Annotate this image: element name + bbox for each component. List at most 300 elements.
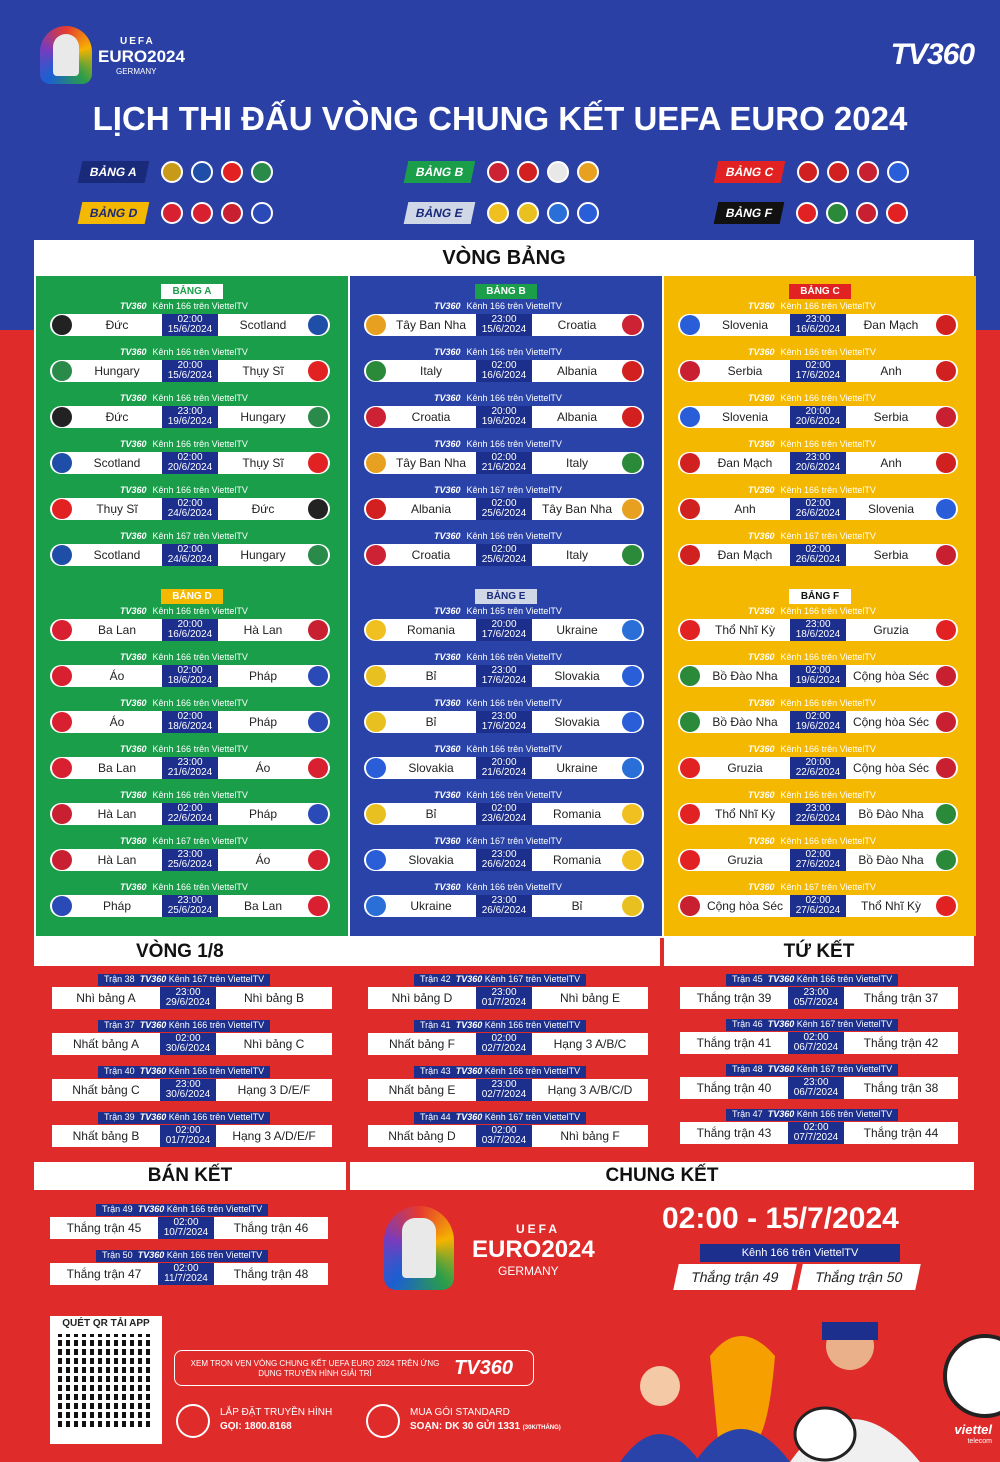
match-hour: 02:00 (803, 1032, 829, 1043)
team-home: Tây Ban Nha (395, 318, 467, 332)
flag-icon (308, 804, 328, 824)
tv360-mini-logo: TV360 (434, 652, 461, 662)
team-home: Bồ Đào Nha (712, 715, 778, 729)
match-time (476, 849, 532, 871)
match-date: 24/6/2024 (167, 508, 213, 519)
tv360-mini-logo: TV360 (120, 744, 147, 754)
team-away: Cộng hòa Séc (852, 669, 930, 683)
match-hour: 23:00 (177, 849, 203, 860)
team-away: Nhì bảng F (560, 1129, 620, 1143)
match-channel: Kênh 166 trên ViettelTV (152, 790, 248, 800)
flag-icon (308, 712, 328, 732)
match-number: Trận 41 (420, 1020, 451, 1030)
tv360-mini-logo: TV360 (748, 347, 775, 357)
flag-icon (622, 407, 642, 427)
team-home: Ba Lan (97, 623, 137, 637)
tv360-mini-logo: TV360 (748, 531, 775, 541)
match-time (476, 803, 532, 825)
tv360-mini-logo: TV360 (139, 1020, 167, 1030)
match-hour: 02:00 (491, 803, 517, 814)
match-row (678, 347, 958, 385)
team-away: Đức (251, 502, 275, 516)
group-tag: BẢNG F (789, 589, 851, 604)
team-home: Anh (734, 502, 756, 516)
flag-icon (52, 453, 72, 473)
match-channel: Kênh 166 trên ViettelTV (780, 744, 876, 754)
team-away: Albania (556, 364, 598, 378)
match-row (364, 531, 644, 569)
flag-icon (680, 545, 700, 565)
match-time (158, 1263, 214, 1285)
logo-country: GERMANY (116, 67, 157, 76)
flag-icon (577, 161, 599, 183)
match-channel: Kênh 166 trên ViettelTV (796, 1109, 893, 1119)
match-row (364, 744, 644, 782)
match-hour: 02:00 (491, 1033, 517, 1044)
match-hour: 02:00 (491, 544, 517, 555)
match-channel: Kênh 166 trên ViettelTV (152, 652, 248, 662)
flag-icon (52, 712, 72, 732)
team-away: Thắng trận 44 (863, 1126, 939, 1140)
knockout-match (52, 1066, 332, 1102)
match-row (50, 652, 330, 690)
match-date: 25/6/2024 (167, 905, 213, 916)
team-away: Albania (556, 410, 598, 424)
final-euro-logo (384, 1206, 624, 1296)
group-tag: BẢNG E (475, 589, 537, 604)
knockout-match (368, 974, 648, 1010)
match-number: Trận 37 (104, 1020, 135, 1030)
match-channel: Kênh 166 trên ViettelTV (466, 744, 562, 754)
flag-icon (936, 407, 956, 427)
match-date: 07/7/2024 (793, 1132, 839, 1143)
team-home: Nhì bảng A (76, 991, 136, 1005)
match-date: 06/7/2024 (793, 1087, 839, 1098)
flag-icon (680, 896, 700, 916)
team-away: Thắng trận 46 (233, 1221, 309, 1235)
final-team-1: Thắng trận 49 (673, 1264, 797, 1290)
match-number: Trận 40 (104, 1066, 135, 1076)
match-time (162, 314, 218, 336)
match-channel: Kênh 165 trên ViettelTV (466, 606, 562, 616)
match-row (364, 790, 644, 828)
promo-banner (174, 1350, 534, 1386)
match-row (50, 606, 330, 644)
match-row (364, 301, 644, 339)
match-row (50, 439, 330, 477)
flag-icon (622, 499, 642, 519)
final-logo-uefa: UEFA (516, 1222, 561, 1236)
tv360-mini-logo: TV360 (137, 1204, 165, 1214)
knockout-match (368, 1112, 648, 1148)
match-row (364, 485, 644, 523)
match-row (50, 393, 330, 431)
match-channel: Kênh 166 trên ViettelTV (466, 301, 562, 311)
flag-icon (161, 161, 183, 183)
match-time (790, 711, 846, 733)
match-channel: Kênh 166 trên ViettelTV (780, 393, 876, 403)
team-away: Italy (565, 456, 588, 470)
flag-icon (366, 545, 386, 565)
match-hour: 02:00 (177, 498, 203, 509)
tv360-mini-logo: TV360 (748, 393, 775, 403)
match-number: Trận 47 (732, 1109, 763, 1119)
flag-icon (366, 712, 386, 732)
trophy-icon (40, 26, 92, 84)
match-time (162, 452, 218, 474)
flag-icon (366, 620, 386, 640)
match-date: 19/6/2024 (795, 675, 841, 686)
team-home: Albania (410, 502, 452, 516)
logo-uefa: UEFA (120, 36, 155, 47)
match-date: 03/7/2024 (481, 1135, 527, 1146)
qr-code-block[interactable] (50, 1316, 162, 1444)
team-home: Nhất bảng B (72, 1129, 140, 1143)
match-channel: Kênh 166 trên ViettelTV (168, 1020, 265, 1030)
tv360-mini-logo: TV360 (434, 301, 461, 311)
match-channel: Kênh 166 trên ViettelTV (780, 790, 876, 800)
quarter-title: TỨ KẾT (664, 938, 974, 966)
tv360-mini-logo: TV360 (434, 882, 461, 892)
team-away: Thắng trận 42 (863, 1036, 939, 1050)
tv360-mini-logo: TV360 (748, 652, 775, 662)
match-time (790, 619, 846, 641)
match-date: 24/6/2024 (167, 554, 213, 565)
flag-icon (308, 361, 328, 381)
team-away: Hạng 3 A/B/C (553, 1037, 627, 1051)
match-channel: Kênh 167 trên ViettelTV (780, 531, 876, 541)
match-time (476, 711, 532, 733)
tv360-mini-logo: TV360 (434, 698, 461, 708)
match-row (678, 301, 958, 339)
team-away: Pháp (248, 715, 278, 729)
match-row (678, 790, 958, 828)
knockout-match (680, 1109, 958, 1145)
tv360-mini-logo: TV360 (137, 1250, 165, 1260)
knockout-match (368, 1066, 648, 1102)
match-date: 16/6/2024 (167, 629, 213, 640)
match-time (788, 1077, 844, 1099)
match-date: 26/6/2024 (481, 905, 527, 916)
match-hour: 23:00 (177, 895, 203, 906)
tv360-mini-logo: TV360 (120, 347, 147, 357)
match-hour: 23:00 (175, 1079, 201, 1090)
match-hour: 02:00 (805, 849, 831, 860)
knockout-match (680, 1064, 958, 1100)
team-away: Ukraine (556, 761, 598, 775)
team-away: Romania (552, 807, 602, 821)
page-title: LỊCH THI ĐẤU VÒNG CHUNG KẾT UEFA EURO 2024 (92, 100, 908, 137)
flag-icon (308, 666, 328, 686)
flag-icon (366, 758, 386, 778)
match-time (162, 544, 218, 566)
team-home: Ba Lan (97, 761, 137, 775)
match-hour: 02:00 (805, 711, 831, 722)
round16-title: VÒNG 1/8 (34, 938, 660, 966)
group-legend-item (406, 160, 607, 184)
flag-icon (366, 315, 386, 335)
flag-icon (622, 315, 642, 335)
knockout-match (680, 1019, 958, 1055)
match-date: 17/6/2024 (795, 370, 841, 381)
match-number: Trận 45 (732, 974, 763, 984)
match-date: 01/7/2024 (481, 997, 527, 1008)
match-date: 16/6/2024 (795, 324, 841, 335)
team-home: Thổ Nhĩ Kỳ (714, 807, 776, 821)
viettel-telecom: telecom (967, 1438, 992, 1445)
match-date: 27/6/2024 (795, 905, 841, 916)
match-row (678, 606, 958, 644)
match-channel: Kênh 166 trên ViettelTV (466, 393, 562, 403)
team-away: Cộng hòa Séc (852, 761, 930, 775)
match-time (476, 360, 532, 382)
match-time (788, 987, 844, 1009)
flag-icon (366, 804, 386, 824)
team-home: Hà Lan (97, 853, 137, 867)
flag-icon (161, 202, 183, 224)
match-hour: 23:00 (805, 452, 831, 463)
tv360-mini-logo: TV360 (748, 836, 775, 846)
tv360-mini-logo: TV360 (120, 882, 147, 892)
flag-icon (680, 712, 700, 732)
flag-icon (52, 407, 72, 427)
knockout-match (50, 1204, 328, 1240)
flag-icon (308, 499, 328, 519)
match-channel: Kênh 167 trên ViettelTV (796, 1064, 893, 1074)
flag-icon (887, 161, 909, 183)
qr-label: QUÉT QR TẢI APP (62, 1318, 150, 1329)
team-home: Đức (105, 318, 129, 332)
knockout-match (680, 974, 958, 1010)
match-time (790, 452, 846, 474)
tv360-mini-logo: TV360 (434, 485, 461, 495)
flag-icon (308, 620, 328, 640)
match-channel: Kênh 166 trên ViettelTV (466, 882, 562, 892)
tv360-mini-logo: TV360 (434, 606, 461, 616)
knockout-match (52, 974, 332, 1010)
match-date: 16/6/2024 (481, 370, 527, 381)
group-legend-item (80, 160, 281, 184)
match-date: 21/6/2024 (481, 767, 527, 778)
tv360-mini-logo: TV360 (434, 393, 461, 403)
viettel-logo: viettel (954, 1422, 992, 1437)
team-away: Slovakia (554, 669, 600, 683)
match-date: 19/6/2024 (481, 416, 527, 427)
tv360-mini-logo: TV360 (748, 744, 775, 754)
tv360-mini-logo: TV360 (767, 1019, 795, 1029)
match-time (476, 498, 532, 520)
tv360-mini-logo: TV360 (434, 836, 461, 846)
qr-code-icon[interactable] (58, 1334, 154, 1430)
team-away: Thụy Sĩ (242, 456, 284, 470)
flag-icon (191, 202, 213, 224)
match-date: 26/6/2024 (795, 508, 841, 519)
flag-icon (308, 896, 328, 916)
match-channel: Kênh 167 trên ViettelTV (152, 836, 248, 846)
install-line-2: GỌI: 1800.8168 (220, 1421, 292, 1432)
match-number: Trận 49 (102, 1204, 133, 1214)
match-time (162, 711, 218, 733)
match-number: Trận 48 (732, 1064, 763, 1074)
match-channel: Kênh 166 trên ViettelTV (780, 606, 876, 616)
flag-icon (936, 712, 956, 732)
match-row (364, 347, 644, 385)
flag-icon (52, 850, 72, 870)
match-row (50, 836, 330, 874)
team-home: Serbia (727, 364, 763, 378)
tv360-mini-logo: TV360 (139, 1112, 167, 1122)
match-row (678, 393, 958, 431)
match-channel: Kênh 167 trên ViettelTV (484, 974, 581, 984)
match-date: 21/6/2024 (167, 767, 213, 778)
match-row (364, 698, 644, 736)
match-time (160, 1079, 216, 1101)
team-home: Romania (406, 623, 456, 637)
tv360-mini-logo: TV360 (748, 301, 775, 311)
team-home: Bỉ (425, 669, 437, 683)
tv360-mini-logo: TV360 (455, 1020, 483, 1030)
flag-icon (936, 896, 956, 916)
flag-icon (52, 896, 72, 916)
match-date: 30/6/2024 (165, 1089, 211, 1100)
match-date: 26/6/2024 (795, 554, 841, 565)
flag-icon (826, 202, 848, 224)
team-away: Áo (255, 761, 271, 775)
team-away: Thổ Nhĩ Kỳ (860, 899, 922, 913)
match-date: 20/6/2024 (167, 462, 213, 473)
flag-icon (366, 453, 386, 473)
flag-icon (517, 202, 539, 224)
match-date: 29/6/2024 (165, 997, 211, 1008)
match-hour: 23:00 (805, 619, 831, 630)
flag-icon (52, 804, 72, 824)
group-legend-label: BẢNG F (714, 202, 785, 224)
final-team-2: Thắng trận 50 (797, 1264, 921, 1290)
final-logo-euro: EURO2024 (472, 1236, 595, 1263)
match-time (160, 1125, 216, 1147)
team-away: Ukraine (556, 623, 598, 637)
match-hour: 23:00 (175, 987, 201, 998)
team-away: Hạng 3 A/D/E/F (232, 1129, 316, 1143)
flag-icon (936, 315, 956, 335)
team-home: Hungary (94, 364, 140, 378)
match-channel: Kênh 166 trên ViettelTV (780, 836, 876, 846)
team-away: Romania (552, 853, 602, 867)
match-hour: 20:00 (177, 619, 203, 630)
fans-illustration (600, 1316, 1000, 1462)
match-hour: 02:00 (173, 1217, 199, 1228)
team-home: Nhất bảng D (388, 1129, 456, 1143)
group-legend-label: BẢNG E (404, 202, 475, 224)
group-legend-label: BẢNG B (404, 161, 476, 183)
match-row (678, 698, 958, 736)
group-tag: BẢNG D (161, 589, 223, 604)
flag-icon (680, 804, 700, 824)
team-away: Pháp (248, 669, 278, 683)
team-away: Đan Mạch (863, 318, 919, 332)
match-date: 15/6/2024 (481, 324, 527, 335)
flag-icon (680, 850, 700, 870)
team-away: Thắng trận 48 (233, 1267, 309, 1281)
match-time (790, 895, 846, 917)
group-column-3 (664, 276, 976, 936)
match-number: Trận 46 (732, 1019, 763, 1029)
team-away: Ba Lan (243, 899, 283, 913)
match-time (162, 849, 218, 871)
tv360-mini-logo: TV360 (767, 1109, 795, 1119)
final-title: CHUNG KẾT (350, 1162, 974, 1190)
tv360-mini-logo: TV360 (767, 974, 795, 984)
match-date: 18/6/2024 (167, 675, 213, 686)
match-row (364, 606, 644, 644)
team-away: Tây Ban Nha (541, 502, 613, 516)
team-away: Thắng trận 38 (863, 1081, 939, 1095)
match-date: 20/6/2024 (795, 462, 841, 473)
match-hour: 02:00 (805, 665, 831, 676)
flag-icon (547, 161, 569, 183)
promo-text: XEM TRỌN VẸN VÒNG CHUNG KẾT UEFA EURO 2024 TRÊN ỨNG DỤNG TRUYỀN HÌNH GIẢI TRÍ (190, 1359, 440, 1378)
match-time (476, 895, 532, 917)
tv360-mini-logo: TV360 (748, 790, 775, 800)
flag-icon (622, 712, 642, 732)
match-hour: 23:00 (491, 1079, 517, 1090)
match-time (790, 849, 846, 871)
match-time (476, 665, 532, 687)
flag-icon (52, 666, 72, 686)
match-channel: Kênh 166 trên ViettelTV (484, 1066, 581, 1076)
knockout-match (368, 1020, 648, 1056)
match-row (678, 882, 958, 920)
match-hour: 23:00 (491, 665, 517, 676)
team-away: Thụy Sĩ (242, 364, 284, 378)
tv360-mini-logo: TV360 (120, 485, 147, 495)
team-away: Thắng trận 37 (863, 991, 939, 1005)
flag-icon (856, 202, 878, 224)
tv360-mini-logo: TV360 (455, 1112, 483, 1122)
match-channel: Kênh 166 trên ViettelTV (780, 652, 876, 662)
flag-icon (366, 850, 386, 870)
flag-icon (680, 407, 700, 427)
flag-icon (857, 161, 879, 183)
match-time (162, 757, 218, 779)
flag-icon (52, 758, 72, 778)
group-legend-item (406, 201, 607, 225)
team-home: Bồ Đào Nha (712, 669, 778, 683)
match-date: 22/6/2024 (795, 767, 841, 778)
flag-icon (251, 202, 273, 224)
match-date: 11/7/2024 (164, 1273, 208, 1284)
team-home: Nhất bảng A (72, 1037, 140, 1051)
group-stage-title: VÒNG BẢNG (34, 242, 974, 274)
flag-icon (308, 758, 328, 778)
match-time (790, 498, 846, 520)
flag-icon (886, 202, 908, 224)
match-number: Trận 43 (420, 1066, 451, 1076)
match-date: 02/7/2024 (481, 1089, 527, 1100)
tv360-mini-logo: TV360 (120, 393, 147, 403)
flag-icon (936, 620, 956, 640)
match-date: 26/6/2024 (481, 859, 527, 870)
match-channel: Kênh 166 trên ViettelTV (152, 439, 248, 449)
tv360-mini-logo: TV360 (434, 439, 461, 449)
match-time (162, 406, 218, 428)
group-tag: BẢNG A (161, 284, 223, 299)
match-hour: 02:00 (805, 895, 831, 906)
match-hour: 23:00 (803, 987, 829, 998)
team-home: Bỉ (425, 807, 437, 821)
match-date: 01/7/2024 (165, 1135, 211, 1146)
team-away: Bồ Đào Nha (858, 853, 924, 867)
